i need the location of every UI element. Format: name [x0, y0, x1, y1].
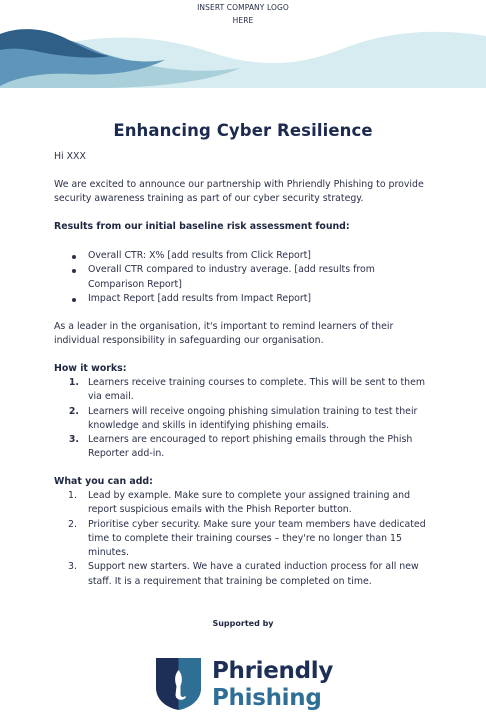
shield-hook-icon	[156, 658, 201, 710]
brand-name-line2: Phishing	[212, 685, 322, 711]
results-list	[54, 249, 434, 306]
intro-paragraph: We are excited to announce our partnership with Phriendly Phishing to provide security awareness training as part of our cyber security strategy.	[54, 179, 424, 205]
phriendly-phishing-logo	[156, 656, 336, 716]
logo-placeholder-line2: HERE	[232, 16, 254, 25]
how-it-works-list	[54, 376, 434, 462]
list-item: 2. Prioritise cyber security. Make sure your team members have dedicated time to complete their training courses – they're no longer than 15 minutes.	[68, 518, 426, 559]
how-it-works-heading: How it works:	[54, 363, 127, 374]
brand-name-line1: Phriendly	[212, 658, 334, 684]
list-item: 3. Learners are encouraged to report phishing emails through the Phish Reporter add-in.	[68, 434, 413, 460]
list-item: 1. Learners receive training courses to complete. This will be sent to them via email.	[68, 377, 426, 403]
logo-placeholder-line1: INSERT COMPANY LOGO	[197, 3, 289, 12]
page-title: Enhancing Cyber Resilience	[113, 121, 373, 140]
list-item: 1. Lead by example. Make sure to complete your assigned training and report suspicious emails with the Phish Reporter button.	[68, 490, 411, 516]
results-heading: Results from our initial baseline risk assessment found:	[54, 221, 350, 232]
list-item: 3. Support new starters. We have a curated induction process for all new staff. It is a requirement that training be completed on time.	[68, 561, 419, 587]
header-wave-banner	[0, 24, 486, 88]
list-item: Overall CTR: X% [add results from Click Report]	[88, 250, 311, 261]
what-you-can-add-list	[54, 489, 434, 589]
what-you-can-add-heading: What you can add:	[54, 476, 153, 487]
leader-paragraph: As a leader in the organisation, it's important to remind learners of their individual responsibility in safeguarding our organisation.	[54, 321, 394, 347]
supported-by-label: Supported by	[212, 619, 274, 628]
greeting: Hi XXX	[54, 151, 86, 162]
list-item: Overall CTR compared to industry average. [add results from Comparison Report]	[88, 264, 375, 290]
list-item: Impact Report [add results from Impact Report]	[88, 292, 312, 304]
list-item: 2. Learners will receive ongoing phishing simulation training to test their knowledge and skills in identifying phishing emails.	[68, 405, 418, 431]
